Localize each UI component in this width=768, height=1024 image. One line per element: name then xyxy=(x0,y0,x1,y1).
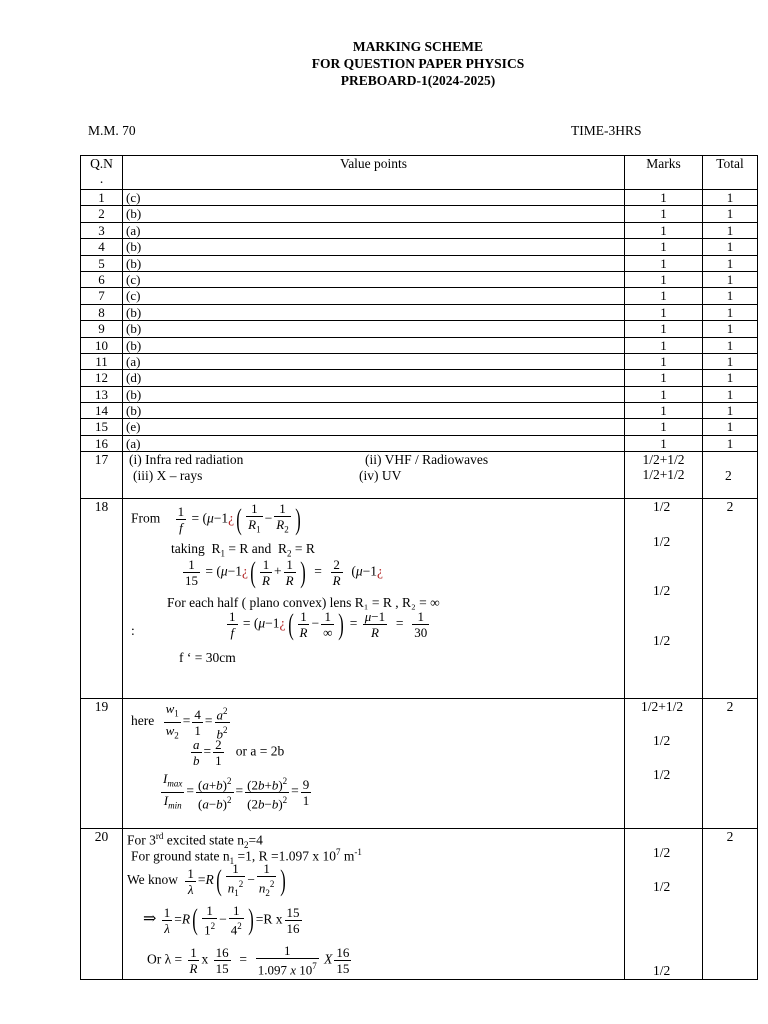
table-row xyxy=(81,419,758,435)
table-row xyxy=(81,403,758,419)
col-marks: Marks xyxy=(625,156,703,190)
answer-option: (b) xyxy=(123,206,625,222)
answer-option: (a) xyxy=(123,222,625,238)
marks-value: 1 xyxy=(625,419,703,435)
total-value: 1 xyxy=(703,386,758,402)
q18-mark-1: 1/2 xyxy=(653,499,671,515)
q20-marks xyxy=(625,829,703,980)
question-number: 13 xyxy=(81,386,123,402)
answer-option: (a) xyxy=(123,435,625,451)
table-row xyxy=(81,222,758,238)
table-row xyxy=(81,239,758,255)
total-value: 1 xyxy=(703,353,758,369)
q19-marks xyxy=(625,699,703,829)
question-number: 15 xyxy=(81,419,123,435)
q19-mark-3: 1/2 xyxy=(653,767,671,783)
total-value: 1 xyxy=(703,206,758,222)
q18-total: 2 xyxy=(703,499,758,699)
question-number: 16 xyxy=(81,435,123,451)
table-row xyxy=(81,829,758,980)
total-value: 1 xyxy=(703,255,758,271)
marks-value: 1 xyxy=(625,337,703,353)
answer-option: (b) xyxy=(123,239,625,255)
header-subject: FOR QUESTION PAPER PHYSICS xyxy=(311,56,525,71)
q18-mark-4: 1/2 xyxy=(653,633,671,649)
q18-lens-maker-eq: From $\frac{1}{f}$ = (μ−1¿( $\frac{1}{R_1}$ − $\frac{1}{R_2}$ ) xyxy=(131,501,303,538)
col-qn: Q.N . xyxy=(81,156,123,190)
q19-here-label: here xyxy=(131,713,155,729)
question-number: 18 xyxy=(81,499,123,699)
q19-imax-imin: $\frac{I_{max}}{I_{min}}$ = $\frac{(a+b)^2}{(a-b)^2}$ = $\frac{(2b+b)^2}{(2b-b)^2}$ = $\frac{9}{1}$ xyxy=(159,771,313,813)
q19-total: 2 xyxy=(703,699,758,829)
table-row xyxy=(81,699,758,829)
question-number: 11 xyxy=(81,353,123,369)
question-number: 4 xyxy=(81,239,123,255)
q20-mark-3: 1/2 xyxy=(653,963,671,979)
answer-option: (a) xyxy=(123,353,625,369)
marking-table xyxy=(80,155,758,980)
total-value: 1 xyxy=(703,304,758,320)
question-number: 8 xyxy=(81,304,123,320)
answer-option: (b) xyxy=(123,403,625,419)
table-row xyxy=(81,370,758,386)
total-value: 1 xyxy=(703,337,758,353)
table-row xyxy=(81,288,758,304)
question-number: 3 xyxy=(81,222,123,238)
table-row xyxy=(81,304,758,320)
q20-rydberg: We know $\frac{1}{\lambda}$ =R( $\frac{1}{n_1^2}$ − $\frac{1}{n_2^2}$ ) xyxy=(127,861,288,901)
q17-value xyxy=(123,452,625,499)
col-value-points: Value points xyxy=(123,156,625,190)
marks-value: 1 xyxy=(625,370,703,386)
table-row xyxy=(81,321,758,337)
q17-total-value: 2 xyxy=(725,468,732,484)
marks-value: 1 xyxy=(625,271,703,287)
question-number: 9 xyxy=(81,321,123,337)
question-number: 10 xyxy=(81,337,123,353)
marks-value: 1 xyxy=(625,435,703,451)
q19-value xyxy=(123,699,625,829)
q20-line-1: For 3rd excited state $n_2=4$ xyxy=(127,831,263,851)
marks-value: 1 xyxy=(625,255,703,271)
q17-i: (i) Infra red radiation xyxy=(129,452,244,468)
table-row xyxy=(81,255,758,271)
marks-value: 1 xyxy=(625,304,703,320)
table-row xyxy=(81,435,758,451)
marks-value: 1 xyxy=(625,386,703,402)
col-total: Total xyxy=(703,156,758,190)
q18-step-2: $\frac{1}{15}$ = (μ−1¿( $\frac{1}{R}$ + $\frac{1}{R}$ ) = $\frac{2}{R}$ (μ−1¿ xyxy=(185,555,384,589)
question-number: 5 xyxy=(81,255,123,271)
q17-iv: (iv) UV xyxy=(359,468,402,484)
answer-option: (b) xyxy=(123,321,625,337)
q18-value xyxy=(123,499,625,699)
question-number: 7 xyxy=(81,288,123,304)
header-exam: PREBOARD-1(2024-2025) xyxy=(340,73,496,88)
q18-colon: : xyxy=(131,623,135,639)
marks-value: 1 xyxy=(625,403,703,419)
q17-iii: (iii) X – rays xyxy=(133,468,203,484)
table-row xyxy=(81,499,758,699)
q20-step-3: Or λ = $\frac{1}{R}$ x $\frac{16}{15}$ = $\frac{1}{1.097 x 10^7}$ X $\frac{16}{15}$ xyxy=(147,943,350,978)
total-value: 1 xyxy=(703,370,758,386)
question-number: 1 xyxy=(81,190,123,206)
total-value: 1 xyxy=(703,190,758,206)
time-allowed: TIME-3HRS xyxy=(571,123,642,138)
total-value: 1 xyxy=(703,435,758,451)
q17-ii: (ii) VHF / Radiowaves xyxy=(365,452,489,468)
question-number: 12 xyxy=(81,370,123,386)
total-value: 1 xyxy=(703,222,758,238)
q20-line-2: For ground state $n_1 =1$, R =1.097 x $10^7$ $m^{-1}$ xyxy=(131,847,362,867)
table-header-row xyxy=(81,156,758,190)
q20-mark-1: 1/2 xyxy=(653,845,671,861)
answer-option: (b) xyxy=(123,337,625,353)
q17-marks xyxy=(625,452,703,499)
marks-value: 1 xyxy=(625,239,703,255)
table-row xyxy=(81,271,758,287)
question-number: 14 xyxy=(81,403,123,419)
answer-option: (c) xyxy=(123,190,625,206)
total-value: 1 xyxy=(703,321,758,337)
q20-mark-2: 1/2 xyxy=(653,879,671,895)
q17-mark-2: 1/2+1/2 xyxy=(642,467,685,483)
q19-intensity-ratio: here $\frac{w_1}{w_2}$ = $\frac{4}{1}$ = $\frac{a^2}{b^2}$ xyxy=(131,701,232,743)
answer-option: (b) xyxy=(123,386,625,402)
q19-amplitude-ratio: $\frac{a}{b}$ = $\frac{2}{1}$ or a = 2b xyxy=(193,737,285,769)
question-number: 6 xyxy=(81,271,123,287)
marks-value: 1 xyxy=(625,190,703,206)
total-value: 1 xyxy=(703,403,758,419)
answer-option: (e) xyxy=(123,419,625,435)
total-value: 1 xyxy=(703,239,758,255)
table-row xyxy=(81,353,758,369)
marks-value: 1 xyxy=(625,353,703,369)
q17-mark-1: 1/2+1/2 xyxy=(642,452,685,468)
max-marks: M.M. 70 xyxy=(88,123,136,138)
answer-option: (d) xyxy=(123,370,625,386)
answer-option: (c) xyxy=(123,288,625,304)
answer-option: (c) xyxy=(123,271,625,287)
q18-taking: taking $R_1 = R$ and $R_2 = R$ xyxy=(171,541,315,559)
q20-or-lambda: Or λ = xyxy=(147,951,183,967)
marks-value: 1 xyxy=(625,321,703,337)
answer-option: (b) xyxy=(123,304,625,320)
answer-option: (b) xyxy=(123,255,625,271)
q18-marks xyxy=(625,499,703,699)
total-value: 1 xyxy=(703,271,758,287)
q18-each-half: For each half ( plano convex) lens R₁ = R , R₂ = ∞ xyxy=(167,595,440,611)
table-row xyxy=(81,337,758,353)
q19-mark-2: 1/2 xyxy=(653,733,671,749)
question-number: 2 xyxy=(81,206,123,222)
q18-step-3: $\frac{1}{f}$ = (μ−1¿( $\frac{1}{R}$ − $\frac{1}{\infty}$ ) = $\frac{\mu-1}{R}$ = $\frac{1}{30}$ xyxy=(229,607,428,641)
marks-value: 1 xyxy=(625,222,703,238)
table-row xyxy=(81,206,758,222)
total-value: 1 xyxy=(703,419,758,435)
q20-total: 2 xyxy=(703,829,758,980)
q17-total xyxy=(703,452,758,499)
q18-mark-3: 1/2 xyxy=(653,583,671,599)
q18-result: f ‘ = 30cm xyxy=(179,650,236,666)
q20-we-know-label: We know xyxy=(127,872,179,888)
document-header xyxy=(0,38,768,89)
table-row xyxy=(81,190,758,206)
question-number: 19 xyxy=(81,699,123,829)
total-value: 1 xyxy=(703,288,758,304)
question-number: 17 xyxy=(81,452,123,499)
marks-value: 1 xyxy=(625,288,703,304)
table-row xyxy=(81,452,758,499)
q18-mark-2: 1/2 xyxy=(653,534,671,550)
table-row xyxy=(81,386,758,402)
header-title: MARKING SCHEME xyxy=(352,39,484,54)
q19-or-text: or a = 2b xyxy=(235,743,285,759)
q18-from-label: From xyxy=(131,510,161,526)
q19-mark-1: 1/2+1/2 xyxy=(641,699,684,715)
q20-step-2: ⇒ $\frac{1}{\lambda}$ =R( $\frac{1}{1^2}$ − $\frac{1}{4^2}$ ) =R x $\frac{15}{16}$ xyxy=(143,903,300,938)
marks-value: 1 xyxy=(625,206,703,222)
q20-value xyxy=(123,829,625,980)
question-number: 20 xyxy=(81,829,123,980)
